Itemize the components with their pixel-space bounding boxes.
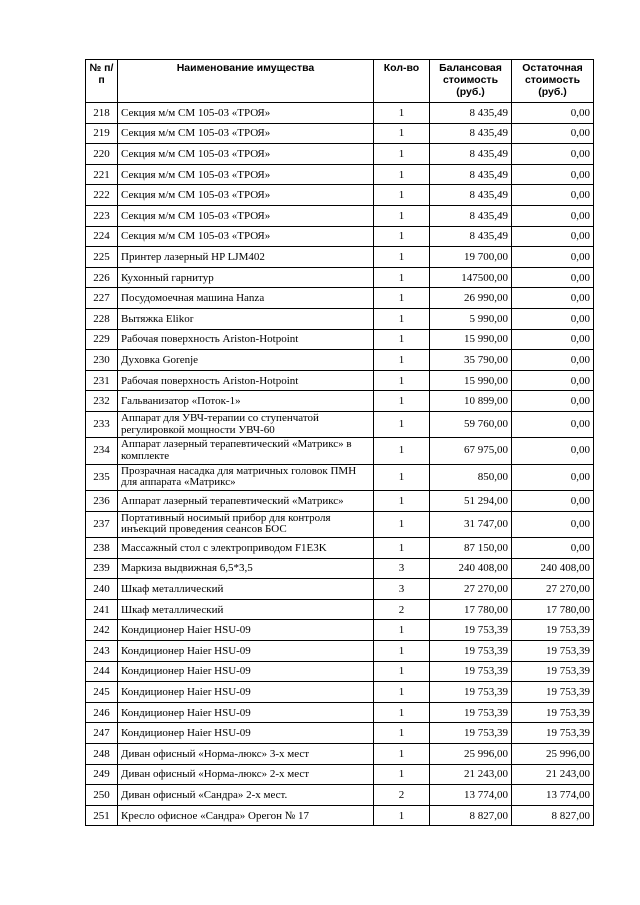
item-name: Кухонный гарнитур xyxy=(118,267,374,288)
table-row xyxy=(86,464,594,490)
balance-value: 19 753,39 xyxy=(430,723,512,744)
balance-value: 8 435,49 xyxy=(430,185,512,206)
table-row xyxy=(86,329,594,350)
balance-value: 19 753,39 xyxy=(430,620,512,641)
balance-value: 8 827,00 xyxy=(430,805,512,826)
table-row xyxy=(86,350,594,371)
item-quantity: 1 xyxy=(374,123,430,144)
item-quantity: 1 xyxy=(374,511,430,537)
balance-value: 15 990,00 xyxy=(430,370,512,391)
residual-value: 27 270,00 xyxy=(512,579,594,600)
row-number: 230 xyxy=(86,350,118,371)
table-row xyxy=(86,164,594,185)
balance-value: 8 435,49 xyxy=(430,226,512,247)
table-row xyxy=(86,226,594,247)
item-name: Принтер лазерный HP LJM402 xyxy=(118,247,374,268)
row-number: 246 xyxy=(86,702,118,723)
balance-value: 8 435,49 xyxy=(430,164,512,185)
item-quantity: 1 xyxy=(374,805,430,826)
row-number: 248 xyxy=(86,744,118,765)
residual-value: 8 827,00 xyxy=(512,805,594,826)
balance-value: 19 753,39 xyxy=(430,641,512,662)
table-row xyxy=(86,744,594,765)
row-number: 223 xyxy=(86,205,118,226)
item-quantity: 1 xyxy=(374,308,430,329)
table-row xyxy=(86,288,594,309)
table-header-row xyxy=(86,60,594,103)
item-name: Кондиционер Haier HSU-09 xyxy=(118,723,374,744)
item-name: Секция м/м СМ 105-03 «ТРОЯ» xyxy=(118,103,374,124)
residual-value: 0,00 xyxy=(512,267,594,288)
item-name: Диван офисный «Норма-люкс» 2-х мест xyxy=(118,764,374,785)
item-quantity: 1 xyxy=(374,538,430,559)
item-quantity: 1 xyxy=(374,661,430,682)
residual-value: 0,00 xyxy=(512,247,594,268)
header-num: № п/п xyxy=(86,60,118,103)
item-quantity: 1 xyxy=(374,185,430,206)
row-number: 231 xyxy=(86,370,118,391)
balance-value: 13 774,00 xyxy=(430,785,512,806)
item-quantity: 1 xyxy=(374,620,430,641)
balance-value: 59 760,00 xyxy=(430,411,512,437)
row-number: 224 xyxy=(86,226,118,247)
row-number: 250 xyxy=(86,785,118,806)
table-row xyxy=(86,511,594,537)
item-quantity: 1 xyxy=(374,464,430,490)
balance-value: 8 435,49 xyxy=(430,103,512,124)
item-name: Духовка Gorenje xyxy=(118,350,374,371)
item-quantity: 1 xyxy=(374,391,430,412)
item-name: Шкаф металлический xyxy=(118,599,374,620)
residual-value: 0,00 xyxy=(512,164,594,185)
residual-value: 19 753,39 xyxy=(512,723,594,744)
table-row xyxy=(86,308,594,329)
table-row xyxy=(86,579,594,600)
table-row xyxy=(86,785,594,806)
item-name: Вытяжка Elikor xyxy=(118,308,374,329)
balance-value: 5 990,00 xyxy=(430,308,512,329)
row-number: 221 xyxy=(86,164,118,185)
balance-value: 27 270,00 xyxy=(430,579,512,600)
table-row xyxy=(86,438,594,464)
residual-value: 0,00 xyxy=(512,464,594,490)
residual-value: 0,00 xyxy=(512,491,594,512)
table-row xyxy=(86,702,594,723)
item-quantity: 1 xyxy=(374,267,430,288)
table-row xyxy=(86,620,594,641)
row-number: 236 xyxy=(86,491,118,512)
balance-value: 25 996,00 xyxy=(430,744,512,765)
row-number: 233 xyxy=(86,411,118,437)
row-number: 242 xyxy=(86,620,118,641)
item-name: Секция м/м СМ 105-03 «ТРОЯ» xyxy=(118,226,374,247)
header-qty: Кол-во xyxy=(374,60,430,103)
row-number: 235 xyxy=(86,464,118,490)
row-number: 241 xyxy=(86,599,118,620)
item-quantity: 1 xyxy=(374,247,430,268)
property-table xyxy=(85,59,594,826)
item-quantity: 1 xyxy=(374,491,430,512)
balance-value: 26 990,00 xyxy=(430,288,512,309)
residual-value: 0,00 xyxy=(512,438,594,464)
row-number: 249 xyxy=(86,764,118,785)
table-row xyxy=(86,558,594,579)
row-number: 222 xyxy=(86,185,118,206)
row-number: 228 xyxy=(86,308,118,329)
residual-value: 0,00 xyxy=(512,288,594,309)
table-row xyxy=(86,682,594,703)
header-residual: Остаточная стоимость (руб.) xyxy=(512,60,594,103)
row-number: 229 xyxy=(86,329,118,350)
item-quantity: 1 xyxy=(374,411,430,437)
balance-value: 8 435,49 xyxy=(430,144,512,165)
residual-value: 25 996,00 xyxy=(512,744,594,765)
item-quantity: 3 xyxy=(374,558,430,579)
item-name: Секция м/м СМ 105-03 «ТРОЯ» xyxy=(118,164,374,185)
item-quantity: 1 xyxy=(374,164,430,185)
balance-value: 19 753,39 xyxy=(430,661,512,682)
balance-value: 35 790,00 xyxy=(430,350,512,371)
row-number: 234 xyxy=(86,438,118,464)
row-number: 244 xyxy=(86,661,118,682)
header-name: Наименование имущества xyxy=(118,60,374,103)
item-quantity: 1 xyxy=(374,350,430,371)
residual-value: 0,00 xyxy=(512,103,594,124)
item-name: Рабочая поверхность Ariston-Hotpoint xyxy=(118,329,374,350)
residual-value: 21 243,00 xyxy=(512,764,594,785)
row-number: 240 xyxy=(86,579,118,600)
residual-value: 19 753,39 xyxy=(512,661,594,682)
balance-value: 67 975,00 xyxy=(430,438,512,464)
balance-value: 15 990,00 xyxy=(430,329,512,350)
item-name: Секция м/м СМ 105-03 «ТРОЯ» xyxy=(118,205,374,226)
table-row xyxy=(86,641,594,662)
item-name: Маркиза выдвижная 6,5*3,5 xyxy=(118,558,374,579)
table-row xyxy=(86,391,594,412)
item-quantity: 2 xyxy=(374,599,430,620)
table-row xyxy=(86,764,594,785)
residual-value: 0,00 xyxy=(512,350,594,371)
row-number: 237 xyxy=(86,511,118,537)
table-row xyxy=(86,247,594,268)
balance-value: 17 780,00 xyxy=(430,599,512,620)
balance-value: 8 435,49 xyxy=(430,205,512,226)
balance-value: 19 753,39 xyxy=(430,702,512,723)
item-quantity: 1 xyxy=(374,723,430,744)
row-number: 239 xyxy=(86,558,118,579)
table-row xyxy=(86,491,594,512)
item-quantity: 1 xyxy=(374,764,430,785)
table-row xyxy=(86,267,594,288)
item-quantity: 1 xyxy=(374,205,430,226)
row-number: 243 xyxy=(86,641,118,662)
item-name: Аппарат для УВЧ-терапии со ступенчатой регулировкой мощности УВЧ-60 xyxy=(118,411,374,437)
residual-value: 0,00 xyxy=(512,538,594,559)
residual-value: 0,00 xyxy=(512,185,594,206)
table-row xyxy=(86,123,594,144)
residual-value: 0,00 xyxy=(512,205,594,226)
item-name: Рабочая поверхность Ariston-Hotpoint xyxy=(118,370,374,391)
item-name: Секция м/м СМ 105-03 «ТРОЯ» xyxy=(118,144,374,165)
table-row xyxy=(86,411,594,437)
row-number: 245 xyxy=(86,682,118,703)
row-number: 225 xyxy=(86,247,118,268)
residual-value: 240 408,00 xyxy=(512,558,594,579)
table-row xyxy=(86,599,594,620)
row-number: 219 xyxy=(86,123,118,144)
balance-value: 19 753,39 xyxy=(430,682,512,703)
item-quantity: 1 xyxy=(374,682,430,703)
balance-value: 51 294,00 xyxy=(430,491,512,512)
item-name: Кондиционер Haier HSU-09 xyxy=(118,620,374,641)
item-quantity: 1 xyxy=(374,438,430,464)
table-row xyxy=(86,205,594,226)
table-row xyxy=(86,538,594,559)
item-name: Аппарат лазерный терапевтический «Матрикс» xyxy=(118,491,374,512)
item-quantity: 1 xyxy=(374,329,430,350)
item-quantity: 1 xyxy=(374,370,430,391)
table-row xyxy=(86,103,594,124)
row-number: 238 xyxy=(86,538,118,559)
item-quantity: 2 xyxy=(374,785,430,806)
table-body xyxy=(86,103,594,826)
row-number: 218 xyxy=(86,103,118,124)
row-number: 232 xyxy=(86,391,118,412)
residual-value: 0,00 xyxy=(512,308,594,329)
residual-value: 0,00 xyxy=(512,511,594,537)
item-name: Кондиционер Haier HSU-09 xyxy=(118,702,374,723)
row-number: 247 xyxy=(86,723,118,744)
item-quantity: 3 xyxy=(374,579,430,600)
residual-value: 0,00 xyxy=(512,391,594,412)
item-quantity: 1 xyxy=(374,641,430,662)
item-name: Кондиционер Haier HSU-09 xyxy=(118,661,374,682)
residual-value: 0,00 xyxy=(512,411,594,437)
table-row xyxy=(86,144,594,165)
item-name: Секция м/м СМ 105-03 «ТРОЯ» xyxy=(118,123,374,144)
item-quantity: 1 xyxy=(374,702,430,723)
table-row xyxy=(86,723,594,744)
residual-value: 19 753,39 xyxy=(512,702,594,723)
item-name: Прозрачная насадка для матричных головок ПМН для аппарата «Матрикс» xyxy=(118,464,374,490)
item-quantity: 1 xyxy=(374,744,430,765)
balance-value: 31 747,00 xyxy=(430,511,512,537)
table-row xyxy=(86,805,594,826)
row-number: 227 xyxy=(86,288,118,309)
table-row xyxy=(86,185,594,206)
residual-value: 0,00 xyxy=(512,370,594,391)
table-row xyxy=(86,370,594,391)
item-name: Портативный носимый прибор для контроля инъекций проведения сеансов БОС xyxy=(118,511,374,537)
row-number: 226 xyxy=(86,267,118,288)
header-balance: Балансовая стоимость (руб.) xyxy=(430,60,512,103)
item-name: Гальванизатор «Поток-1» xyxy=(118,391,374,412)
residual-value: 13 774,00 xyxy=(512,785,594,806)
balance-value: 147500,00 xyxy=(430,267,512,288)
residual-value: 0,00 xyxy=(512,123,594,144)
item-name: Кресло офисное «Сандра» Орегон № 17 xyxy=(118,805,374,826)
item-name: Посудомоечная машина Hanza xyxy=(118,288,374,309)
item-name: Кондиционер Haier HSU-09 xyxy=(118,682,374,703)
item-name: Шкаф металлический xyxy=(118,579,374,600)
item-quantity: 1 xyxy=(374,103,430,124)
residual-value: 0,00 xyxy=(512,226,594,247)
residual-value: 0,00 xyxy=(512,329,594,350)
item-quantity: 1 xyxy=(374,144,430,165)
table-row xyxy=(86,661,594,682)
residual-value: 19 753,39 xyxy=(512,641,594,662)
item-name: Диван офисный «Норма-люкс» 3-х мест xyxy=(118,744,374,765)
item-quantity: 1 xyxy=(374,226,430,247)
row-number: 251 xyxy=(86,805,118,826)
row-number: 220 xyxy=(86,144,118,165)
balance-value: 87 150,00 xyxy=(430,538,512,559)
item-name: Кондиционер Haier HSU-09 xyxy=(118,641,374,662)
item-name: Диван офисный «Сандра» 2-х мест. xyxy=(118,785,374,806)
item-quantity: 1 xyxy=(374,288,430,309)
residual-value: 19 753,39 xyxy=(512,682,594,703)
residual-value: 17 780,00 xyxy=(512,599,594,620)
item-name: Массажный стол с электроприводом F1E3K xyxy=(118,538,374,559)
balance-value: 10 899,00 xyxy=(430,391,512,412)
balance-value: 8 435,49 xyxy=(430,123,512,144)
balance-value: 850,00 xyxy=(430,464,512,490)
item-name: Аппарат лазерный терапевтический «Матрикс» в комплекте xyxy=(118,438,374,464)
residual-value: 19 753,39 xyxy=(512,620,594,641)
balance-value: 19 700,00 xyxy=(430,247,512,268)
residual-value: 0,00 xyxy=(512,144,594,165)
balance-value: 21 243,00 xyxy=(430,764,512,785)
balance-value: 240 408,00 xyxy=(430,558,512,579)
item-name: Секция м/м СМ 105-03 «ТРОЯ» xyxy=(118,185,374,206)
